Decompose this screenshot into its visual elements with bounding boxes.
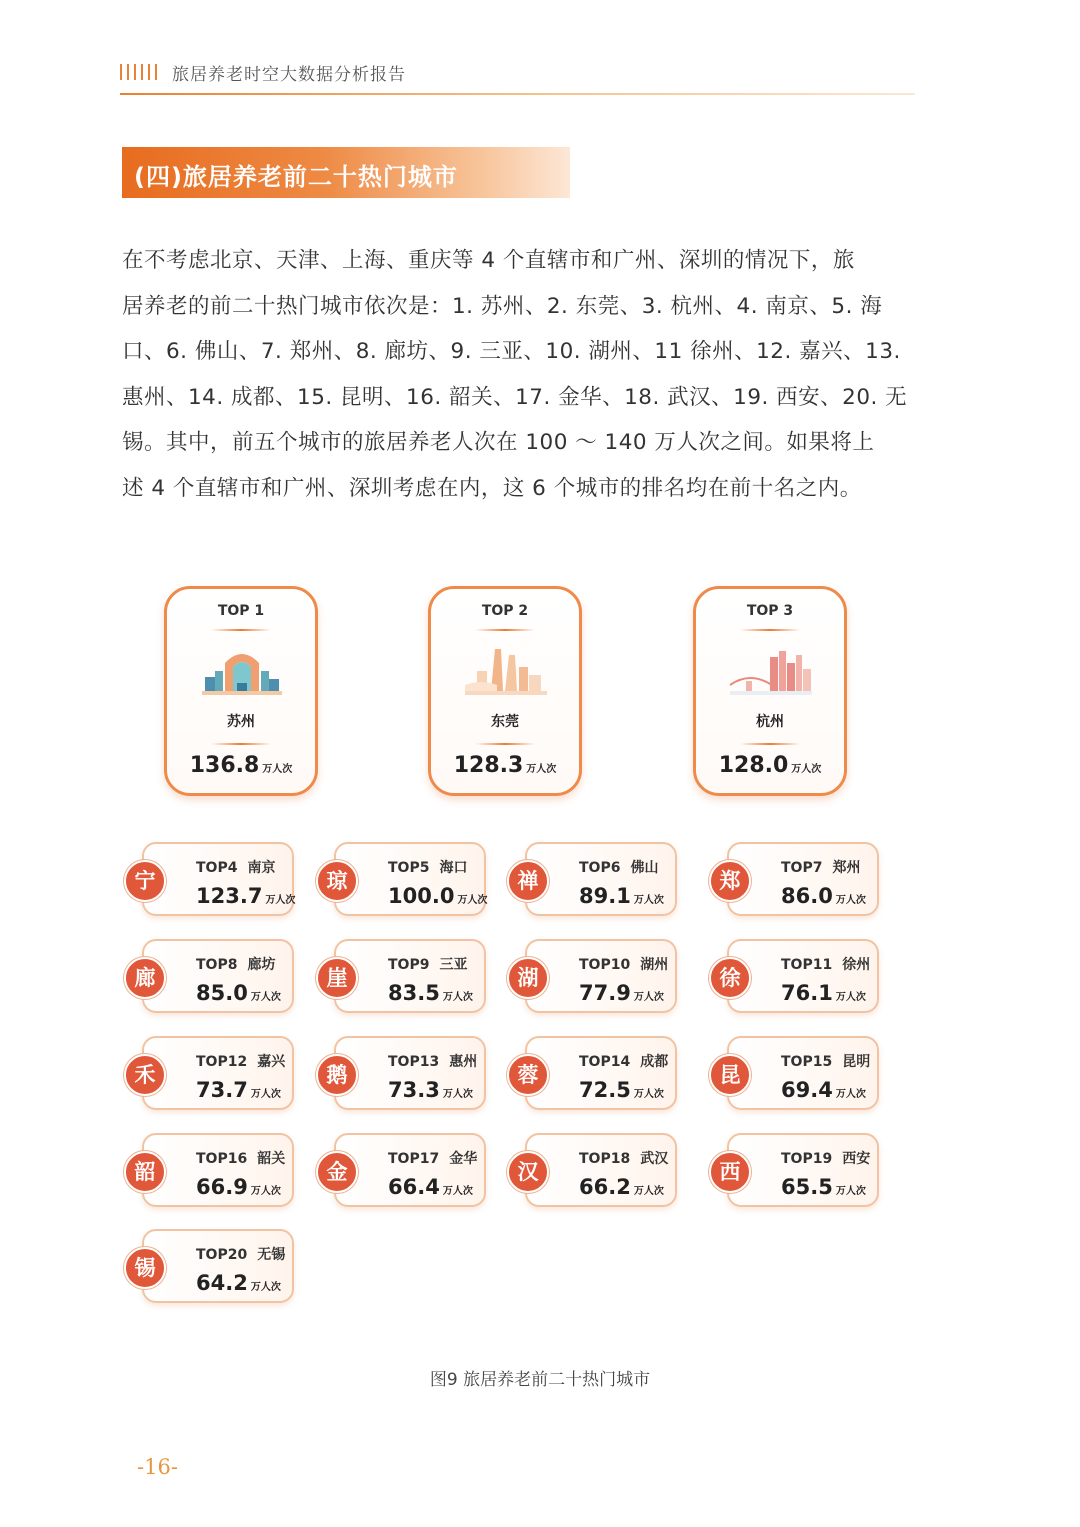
ranking-card (124, 1133, 294, 1207)
city-badge-icon: 琼 (316, 860, 358, 902)
value-unit: 万人次 (835, 1089, 866, 1100)
rank-label: TOP14 (579, 1054, 631, 1070)
dongguan-skyline-icon (461, 641, 551, 699)
rank-label: TOP20 (196, 1247, 248, 1263)
city-name: 昆明 (842, 1054, 871, 1070)
city-badge-icon: 崖 (316, 957, 358, 999)
ranking-card (709, 939, 879, 1013)
rank-label: TOP6 (579, 860, 621, 876)
visitor-value: 85.0 (196, 981, 248, 1005)
body-line: 在不考虑北京、天津、上海、重庆等 4 个直辖市和广州、深圳的情况下，旅 (122, 248, 855, 273)
top-value: 136.8 (189, 753, 260, 778)
value-unit: 万人次 (442, 1186, 473, 1197)
city-name: 武汉 (640, 1151, 669, 1167)
visitor-value: 89.1 (579, 884, 631, 908)
top-rank-label: TOP 1 (217, 603, 265, 619)
city-name: 佛山 (630, 860, 659, 876)
city-badge-icon: 禾 (124, 1054, 166, 1096)
city-badge-icon: 蓉 (507, 1054, 549, 1096)
divider (211, 629, 271, 631)
visitor-value: 86.0 (781, 884, 833, 908)
value-unit: 万人次 (526, 764, 557, 775)
ranking-card (124, 939, 294, 1013)
visitor-value: 73.7 (196, 1078, 248, 1102)
rank-label: TOP17 (388, 1151, 440, 1167)
value-unit: 万人次 (633, 1186, 664, 1197)
body-paragraph (122, 238, 917, 511)
ranking-card (709, 1133, 879, 1207)
top-value: 128.0 (718, 753, 789, 778)
visitor-value: 69.4 (781, 1078, 833, 1102)
city-name: 郑州 (832, 860, 861, 876)
rank-label: TOP7 (781, 860, 823, 876)
rank-label: TOP9 (388, 957, 430, 973)
visitor-value: 83.5 (388, 981, 440, 1005)
rank-label: TOP12 (196, 1054, 248, 1070)
city-name: 海口 (439, 860, 468, 876)
divider (475, 743, 535, 745)
top1-card (164, 586, 318, 796)
ranking-card (316, 1133, 486, 1207)
city-badge-icon: 徐 (709, 957, 751, 999)
ranking-card (709, 1036, 879, 1110)
body-line: 锡。其中，前五个城市的旅居养老人次在 100 ～ 140 万人次之间。如果将上 (122, 430, 875, 455)
value-unit: 万人次 (442, 1089, 473, 1100)
city-badge-icon: 廊 (124, 957, 166, 999)
city-name: 无锡 (257, 1247, 286, 1263)
suzhou-skyline-icon (197, 641, 287, 699)
ranking-card (507, 1133, 677, 1207)
city-badge-icon: 韶 (124, 1151, 166, 1193)
rank-label: TOP13 (388, 1054, 440, 1070)
top3-card (693, 586, 847, 796)
figure-caption: 图9 旅居养老前二十热门城市 (429, 1370, 651, 1390)
visitor-value: 76.1 (781, 981, 833, 1005)
city-badge-icon: 禅 (507, 860, 549, 902)
city-name: 徐州 (842, 957, 871, 973)
header-stripes-icon (120, 64, 157, 80)
divider (211, 743, 271, 745)
visitor-value: 66.2 (579, 1175, 631, 1199)
section-banner (122, 147, 570, 198)
body-line: 口、6. 佛山、7. 郑州、8. 廊坊、9. 三亚、10. 湖州、11 徐州、12. 嘉兴、13. (122, 339, 901, 364)
visitor-value: 73.3 (388, 1078, 440, 1102)
value-unit: 万人次 (250, 992, 281, 1003)
divider (740, 629, 800, 631)
city-name: 廊坊 (247, 957, 276, 973)
section-title: (四)旅居养老前二十热门城市 (134, 163, 458, 191)
value-unit: 万人次 (791, 764, 822, 775)
ranking-card (507, 842, 677, 916)
rank-label: TOP15 (781, 1054, 833, 1070)
page-number: -16- (137, 1455, 178, 1479)
city-badge-icon: 湖 (507, 957, 549, 999)
body-line: 居养老的前二十热门城市依次是：1. 苏州、2. 东莞、3. 杭州、4. 南京、5. 海 (122, 293, 883, 319)
value-unit: 万人次 (633, 992, 664, 1003)
city-name: 南京 (247, 860, 276, 876)
ranking-card (316, 1036, 486, 1110)
ranking-card (124, 1036, 294, 1110)
ranking-card (316, 842, 486, 916)
value-unit: 万人次 (250, 1186, 281, 1197)
top-rank-label: TOP 3 (746, 603, 794, 619)
rank-label: TOP10 (579, 957, 631, 973)
value-unit: 万人次 (442, 992, 473, 1003)
visitor-value: 66.4 (388, 1175, 440, 1199)
visitor-value: 77.9 (579, 981, 631, 1005)
body-line: 述 4 个直辖市和广州、深圳考虑在内，这 6 个城市的排名均在前十名之内。 (122, 475, 862, 501)
rank-label: TOP5 (388, 860, 430, 876)
report-header (120, 58, 915, 96)
body-line: 惠州、14. 成都、15. 昆明、16. 韶关、17. 金华、18. 武汉、19. 西安、20. 无 (122, 384, 908, 410)
value-unit: 万人次 (457, 895, 488, 906)
rank-label: TOP19 (781, 1151, 833, 1167)
top-rank-label: TOP 2 (481, 603, 529, 619)
value-unit: 万人次 (250, 1089, 281, 1100)
top-value: 128.3 (453, 753, 524, 778)
report-title: 旅居养老时空大数据分析报告 (172, 65, 406, 85)
header-divider (120, 93, 915, 95)
city-badge-icon: 昆 (709, 1054, 751, 1096)
visitor-value: 66.9 (196, 1175, 248, 1199)
city-name: 三亚 (439, 957, 468, 973)
rank-label: TOP16 (196, 1151, 248, 1167)
top-city-name: 东莞 (491, 714, 519, 730)
visitor-value: 100.0 (388, 884, 455, 908)
city-badge-icon: 宁 (124, 860, 166, 902)
city-name: 惠州 (449, 1054, 478, 1070)
ranking-card (124, 1229, 294, 1303)
rank-label: TOP18 (579, 1151, 631, 1167)
value-unit: 万人次 (265, 895, 296, 906)
top-city-name: 苏州 (227, 714, 255, 730)
value-unit: 万人次 (633, 1089, 664, 1100)
divider (475, 629, 535, 631)
city-name: 韶关 (257, 1151, 286, 1167)
hangzhou-skyline-icon (726, 641, 816, 699)
ranking-card (507, 939, 677, 1013)
rank-label: TOP8 (196, 957, 238, 973)
visitor-value: 64.2 (196, 1271, 248, 1295)
value-unit: 万人次 (835, 895, 866, 906)
rank-label: TOP4 (196, 860, 238, 876)
city-badge-icon: 金 (316, 1151, 358, 1193)
visitor-value: 65.5 (781, 1175, 833, 1199)
ranking-card (124, 842, 294, 916)
top-city-name: 杭州 (756, 714, 784, 730)
city-badge-icon: 西 (709, 1151, 751, 1193)
divider (740, 743, 800, 745)
visitor-value: 72.5 (579, 1078, 631, 1102)
city-badge-icon: 锡 (124, 1247, 166, 1289)
city-name: 成都 (640, 1054, 669, 1070)
rank-label: TOP11 (781, 957, 833, 973)
city-name: 金华 (449, 1151, 478, 1167)
ranking-card (709, 842, 879, 916)
visitor-value: 123.7 (196, 884, 263, 908)
city-badge-icon: 鹅 (316, 1054, 358, 1096)
city-name: 西安 (842, 1151, 871, 1167)
value-unit: 万人次 (250, 1282, 281, 1293)
value-unit: 万人次 (633, 895, 664, 906)
city-badge-icon: 汉 (507, 1151, 549, 1193)
ranking-card (316, 939, 486, 1013)
top2-card (428, 586, 582, 796)
value-unit: 万人次 (835, 992, 866, 1003)
city-name: 嘉兴 (257, 1054, 286, 1070)
value-unit: 万人次 (835, 1186, 866, 1197)
ranking-card (507, 1036, 677, 1110)
city-badge-icon: 郑 (709, 860, 751, 902)
city-name: 湖州 (640, 957, 669, 973)
value-unit: 万人次 (262, 764, 293, 775)
